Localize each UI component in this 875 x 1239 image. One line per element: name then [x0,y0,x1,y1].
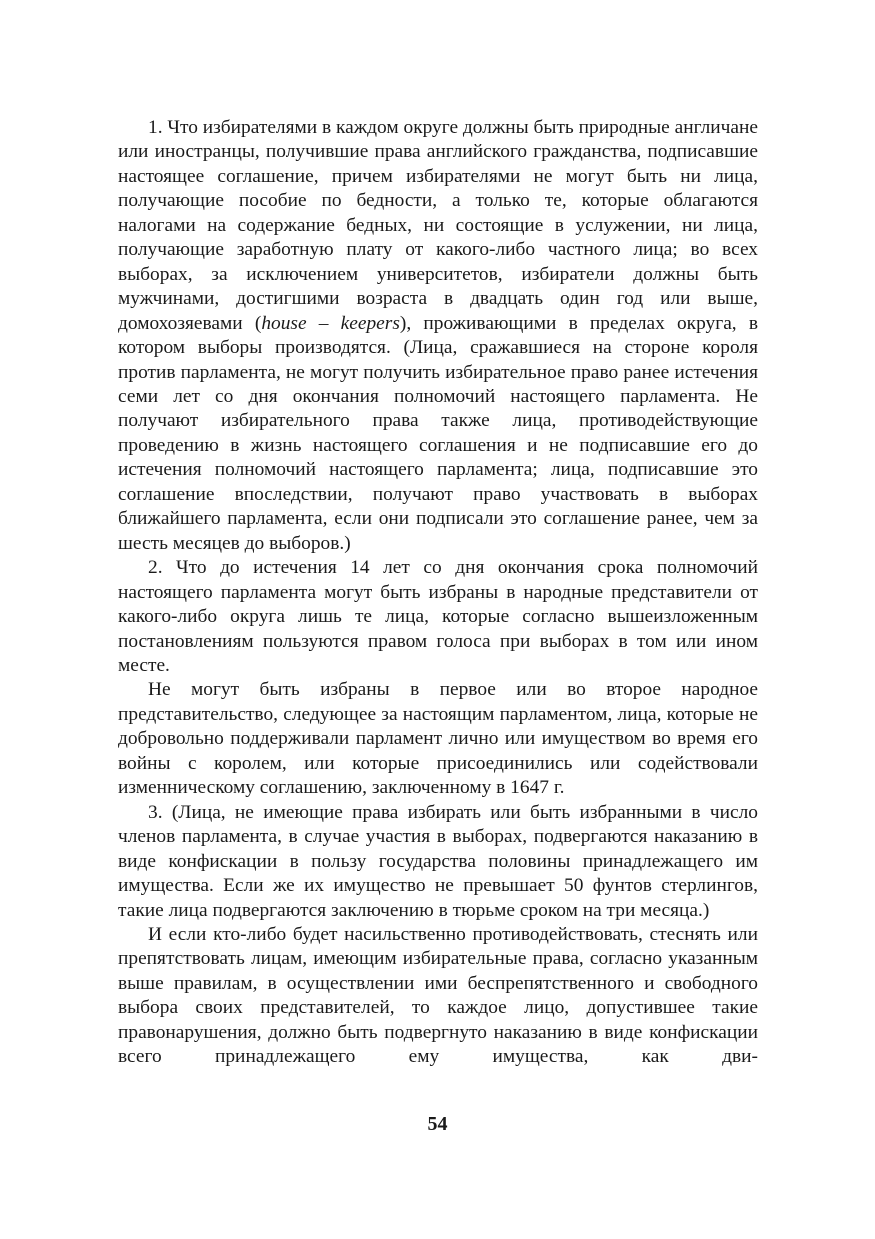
body-text [118,116,758,1070]
paragraph-1-italic-term: house – keepers [261,312,400,334]
paragraph-4: 3. (Лица, не имеющие права избирать или быть избранными в число членов парламента, в случае участия в выборах, подвергаются наказанию в виде конфискации в пользу государства половины принадлежащего им имущества. Если же их имущество не превышает 50 фунтов стерлингов, такие лица подвергаются заключению в тюрьме сроком на три месяца.) [118,801,758,921]
paragraph-1-text-after: ), проживающими в пределах округа, в котором выборы производятся. (Лица, сражавшиеся на стороне короля против парламента, не могут получить избирательное право ранее истечения семи лет со дня окончания полномочий настоящего парламента. Не получают избирательного права также лица, противодействующие проведению в жизнь настоящего соглашения и не подписавшие его до истечения полномочий настоящего парламента; лица, подписавшие это соглашение впоследствии, получают право участвовать в выборах ближайшего парламента, если они подписали это соглашение ранее, чем за шесть месяцев до выборов.) [118,312,758,554]
page-number: 54 [427,1113,448,1135]
paragraph-1 [118,116,758,556]
paragraph-3: Не могут быть избраны в первое или во второе народное представительство, следующее за настоящим парламентом, лица, которые не добровольно поддерживали парламент лично или имуществом во время его войны с королем, или которые присоединились или содействовали изменническому соглашению, заключенному в 1647 г. [118,679,758,799]
paragraph-5: И если кто-либо будет насильственно противодействовать, стеснять или препятствовать лицам, имеющим избирательные права, согласно указанным выше правилам, в осуществлении ими беспрепятственного и свободного выбора своих представителей, то каждое лицо, допустившее такие правонарушения, должно быть подвергнуто наказанию в виде конфискации всего принадлежащего ему имущества, как дви- [118,923,758,1068]
paragraph-1-text-before: 1. Что избирателями в каждом округе должны быть природные англичане или иностранцы, получившие права английского гражданства, подписавшие настоящее соглашение, причем избирателями не могут быть ни лица, получающие пособие по бедности, а только те, которые облагаются налогами на содержание бедных, ни состоящие в услужении, ни лица, получающие заработную плату от какого-либо частного лица; во всех выборах, за исключением университетов, избиратели должны быть мужчинами, достигшими возраста в двадцать один год или выше, домохозяевами ( [118,117,758,334]
paragraph-2: 2. Что до истечения 14 лет со дня окончания срока полномочий настоящего парламента могут быть избраны в народные представители от какого-либо округа лишь те лица, которые согласно вышеизложенным постановлениям пользуются правом голоса при выборах в том или ином месте. [118,557,758,676]
